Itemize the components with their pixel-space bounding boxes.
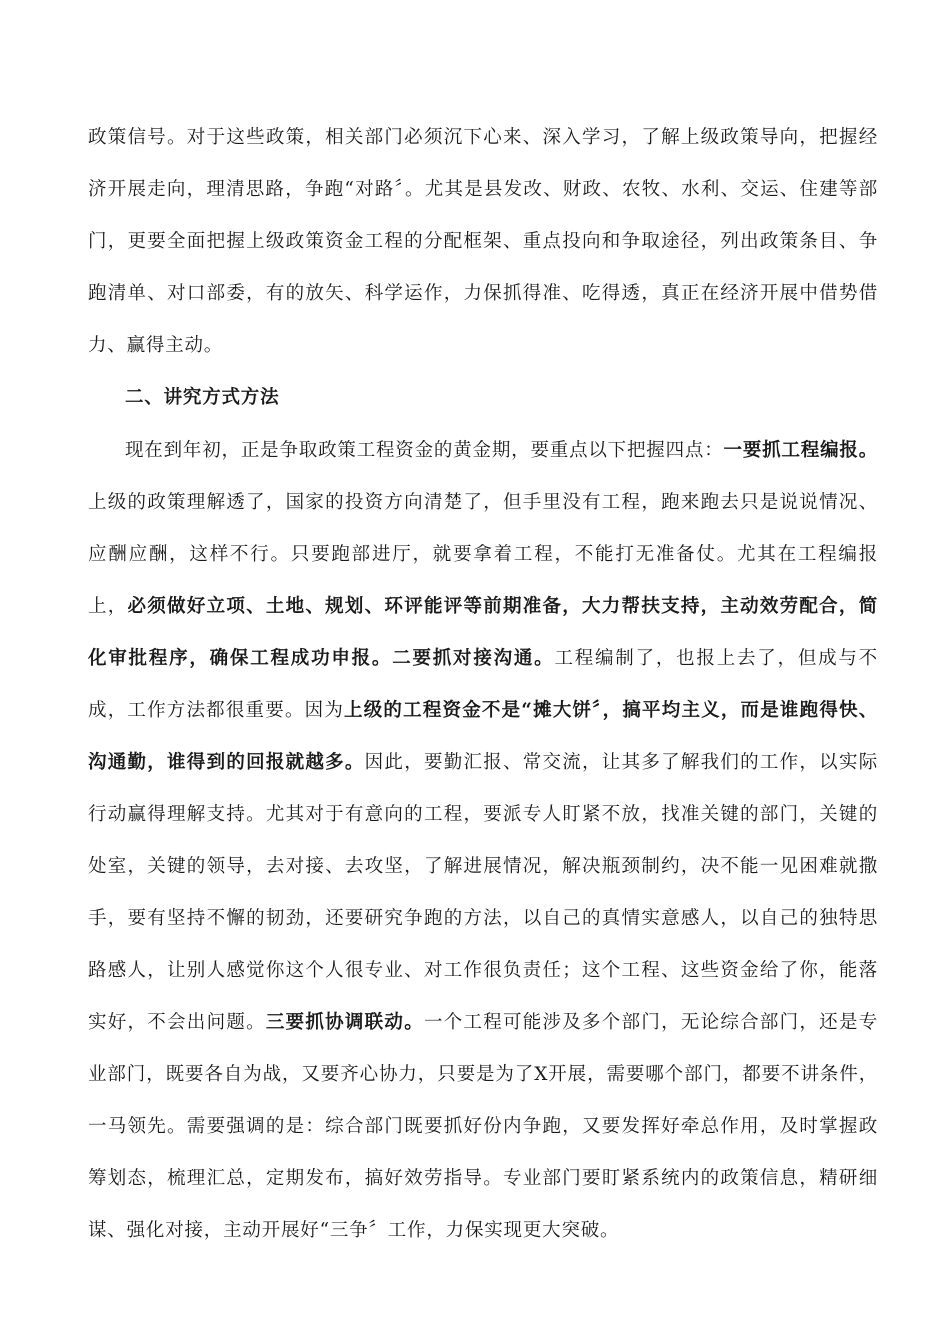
bold-point-three: 三要抓协调联动。 (265, 1012, 424, 1033)
paragraph-methods (88, 425, 878, 1257)
paragraph-sentence: 一个工程可能涉及多个部门，无论综合部门，还是专业部门，既要各自为战，又要齐心协力，只要是为了X开展，需要哪个部门，都要不讲条件，一马领先。需要强调的是：综合部门既要抓好份内争跑，又要发挥好牵总作用，及时掌握政筹划态，梳理汇总，定期发布，搞好效劳指导。专业部门要盯紧系统内的政策信息，精研细谋、强化对接，主动开展好“三争〞工作，力保实现更大突破。 (88, 1012, 878, 1241)
bold-emphasis-preparation: 必须做好立项、土地、规划、环评能评等前期准备，大力帮扶支持，主动效劳配合，简化审批程序，确保工程成功申报。二要抓对接沟通。 (88, 596, 878, 669)
bold-emphasis-funding: 上级的工程资金不是“摊大饼〞，搞平均主义，而是谁跑得快、沟通勤，谁得到的回报就越多。 (88, 700, 879, 773)
section-heading: 二、讲究方式方法 (125, 387, 280, 408)
paragraph-sentence: 因此，要勤汇报、常交流，让其多了解我们的工作，以实际行动赢得理解支持。尤其对于有意向的工程，要派专人盯紧不放，找准关键的部门，关键的处室，关键的领导，去对接、去攻坚，了解进展情况，解决瓶颈制约，决不能一见困难就撒手，要有坚持不懈的韧劲，还要研究争跑的方法，以自己的真情实意感人，以自己的独特思路感人，让别人感觉你这个人很专业、对工作很负责任；这个工程、这些资金给了你，能落实好，不会出问题。 (88, 752, 879, 1033)
paragraph-policy-signals (88, 112, 878, 372)
paragraph-text: 政策信号。对于这些政策，相关部门必须沉下心来、深入学习，了解上级政策导向，把握经济开展走向，理清思路，争跑“对路〞。尤其是县发改、财政、农牧、水利、交运、住建等部门，更要全面把握上级政策资金工程的分配框架、重点投向和争取途径，列出政策条目、争跑清单、对口部委，有的放矢、科学运作，力保抓得准、吃得透，真正在经济开展中借势借力、赢得主动。 (88, 127, 878, 356)
bold-point-one: 一要抓工程编报。 (723, 440, 878, 461)
paragraph-sentence: 工程编制了，也报上去了，但成与不成，工作方法都很重要。因为 (88, 648, 878, 721)
paragraph-sentence: 上级的政策理解透了，国家的投资方向清楚了，但手里没有工程，跑来跑去只是说说情况、应酬应酬，这样不行。只要跑部进厅，就要拿着工程，不能打无准备仗。尤其在工程编报上， (88, 492, 878, 617)
paragraph-sentence: 现在到年初，正是争取政策工程资金的黄金期，要重点以下把握四点： (125, 440, 724, 461)
